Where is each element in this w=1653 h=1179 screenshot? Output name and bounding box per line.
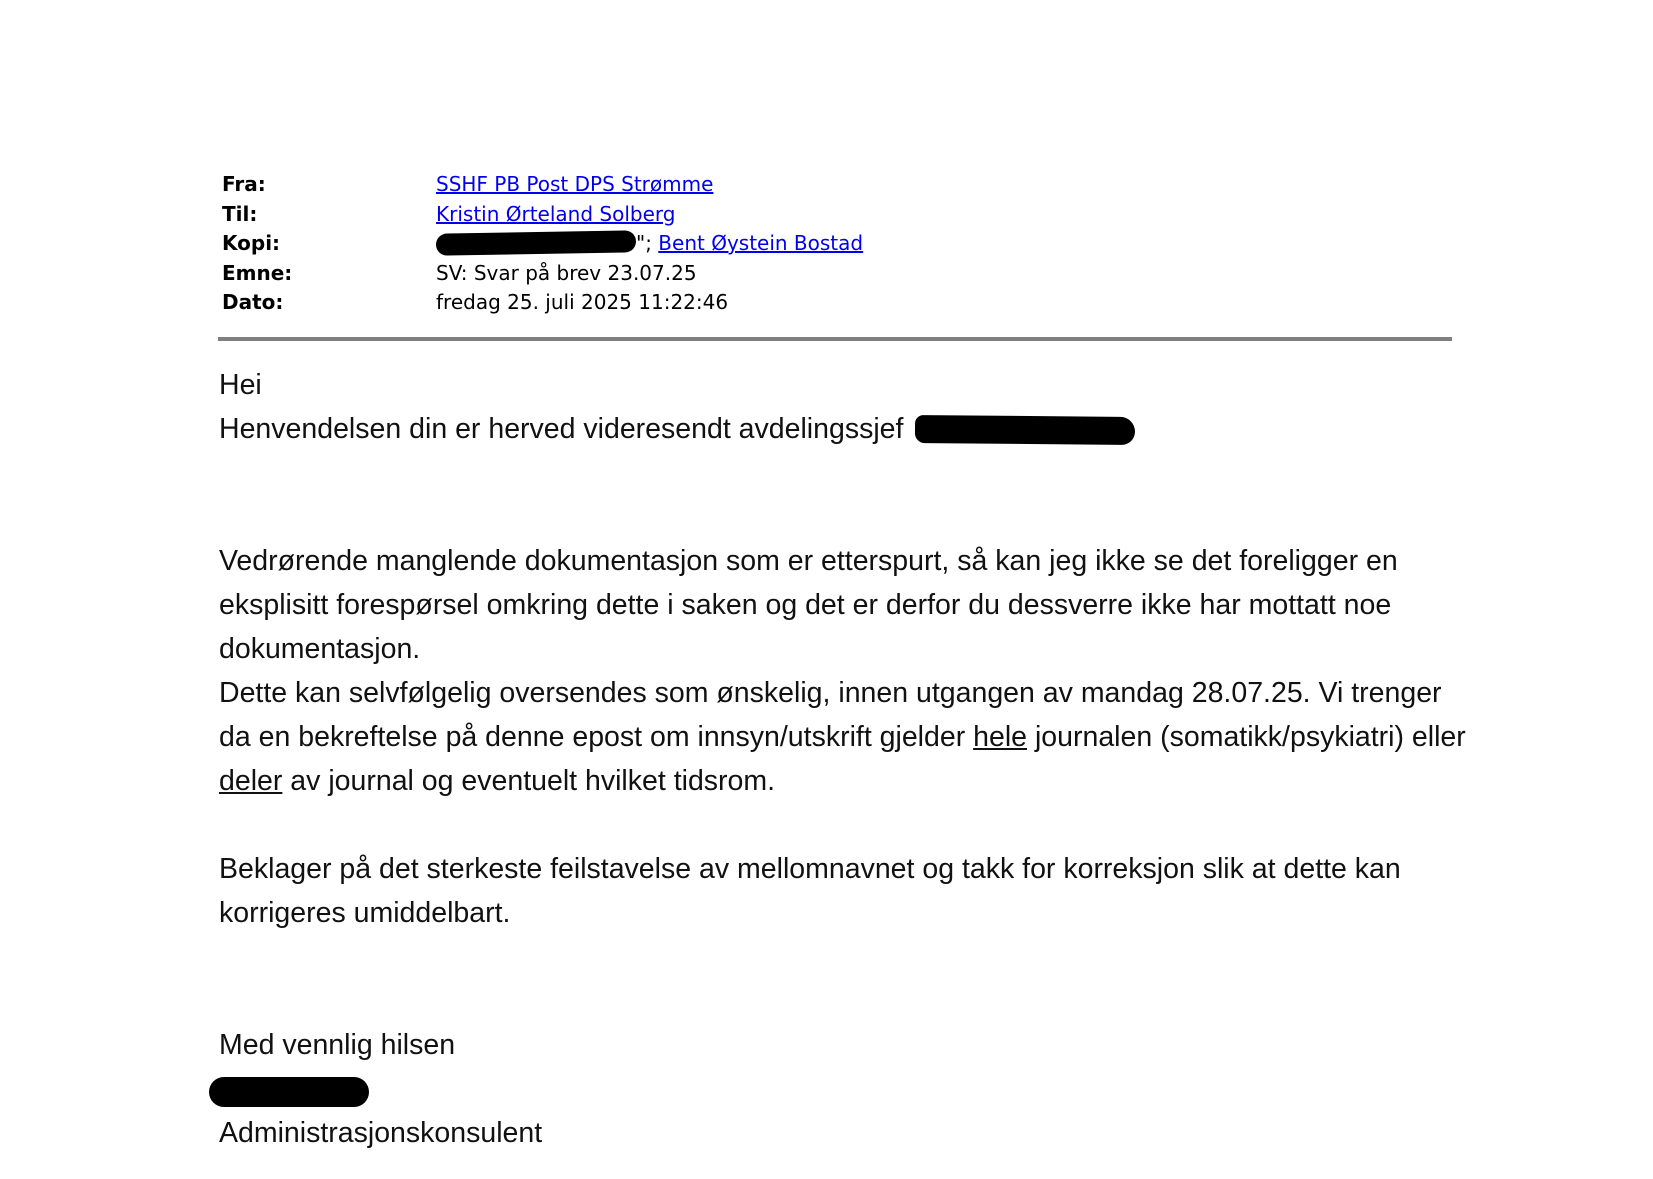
redacted-signature-name — [209, 1077, 369, 1107]
subject-label: Emne: — [222, 260, 293, 285]
redacted-cc-recipient — [436, 230, 636, 255]
paragraph-apology: Beklager på det sterkeste feilstavelse av mellomnavnet og takk for korreksjon slik at dette kan korrigeres umiddelbart. — [219, 853, 1401, 929]
closing: Med vennlig hilsen — [219, 1029, 456, 1061]
paragraph-request — [219, 671, 1469, 803]
signature-title: Administrasjonskonsulent — [219, 1117, 543, 1149]
paragraph-documentation: Vedrørende manglende dokumentasjon som er etterspurt, så kan jeg ikke se det foreligger en eksplisitt forespørsel omkring dette i saken og det er derfor du dessverre ikke har mottatt noe dokumentasjon. — [219, 545, 1398, 665]
email-header — [222, 170, 1462, 318]
underlined-deler: deler — [219, 765, 283, 797]
date-row — [222, 288, 1462, 318]
date-value: fredag 25. juli 2025 11:22:46 — [436, 290, 729, 314]
underlined-hele: hele — [973, 721, 1028, 753]
para2-mid: journalen (somatikk/psykiatri) eller — [1034, 721, 1466, 753]
from-label: Fra: — [222, 172, 266, 196]
from-link[interactable]: SSHF PB Post DPS Strømme — [436, 172, 714, 196]
to-row — [222, 200, 1462, 230]
to-link[interactable]: Kristin Ørteland Solberg — [436, 201, 676, 226]
para2-end: av journal og eventuelt hvilket tidsrom. — [290, 765, 776, 797]
redacted-manager-name — [915, 416, 1135, 446]
greeting: Hei — [219, 369, 262, 401]
signature-name-line — [219, 1067, 1469, 1111]
cc-link[interactable]: Bent Øystein Bostad — [658, 231, 864, 255]
email-body — [219, 363, 1469, 1155]
cc-label: Kopi: — [222, 231, 281, 255]
subject-row — [222, 259, 1462, 289]
forwarded-text: Henvendelsen din er herved videresendt avdelingssjef — [219, 413, 904, 445]
cc-row — [222, 229, 1462, 259]
from-row — [222, 170, 1462, 200]
para2-start: Dette kan selvfølgelig oversendes som ønskelig, innen utgangen av mandag 28.07.25. Vi trenger da en bekreftelse på denne epost om innsyn/utskrift gjelder — [219, 677, 1442, 753]
header-divider — [218, 337, 1452, 341]
to-label: Til: — [222, 201, 258, 226]
date-label: Dato: — [222, 290, 284, 314]
forwarded-line — [219, 407, 1469, 451]
subject-value: SV: Svar på brev 23.07.25 — [436, 260, 697, 285]
cc-redacted-suffix: "; — [636, 231, 652, 255]
